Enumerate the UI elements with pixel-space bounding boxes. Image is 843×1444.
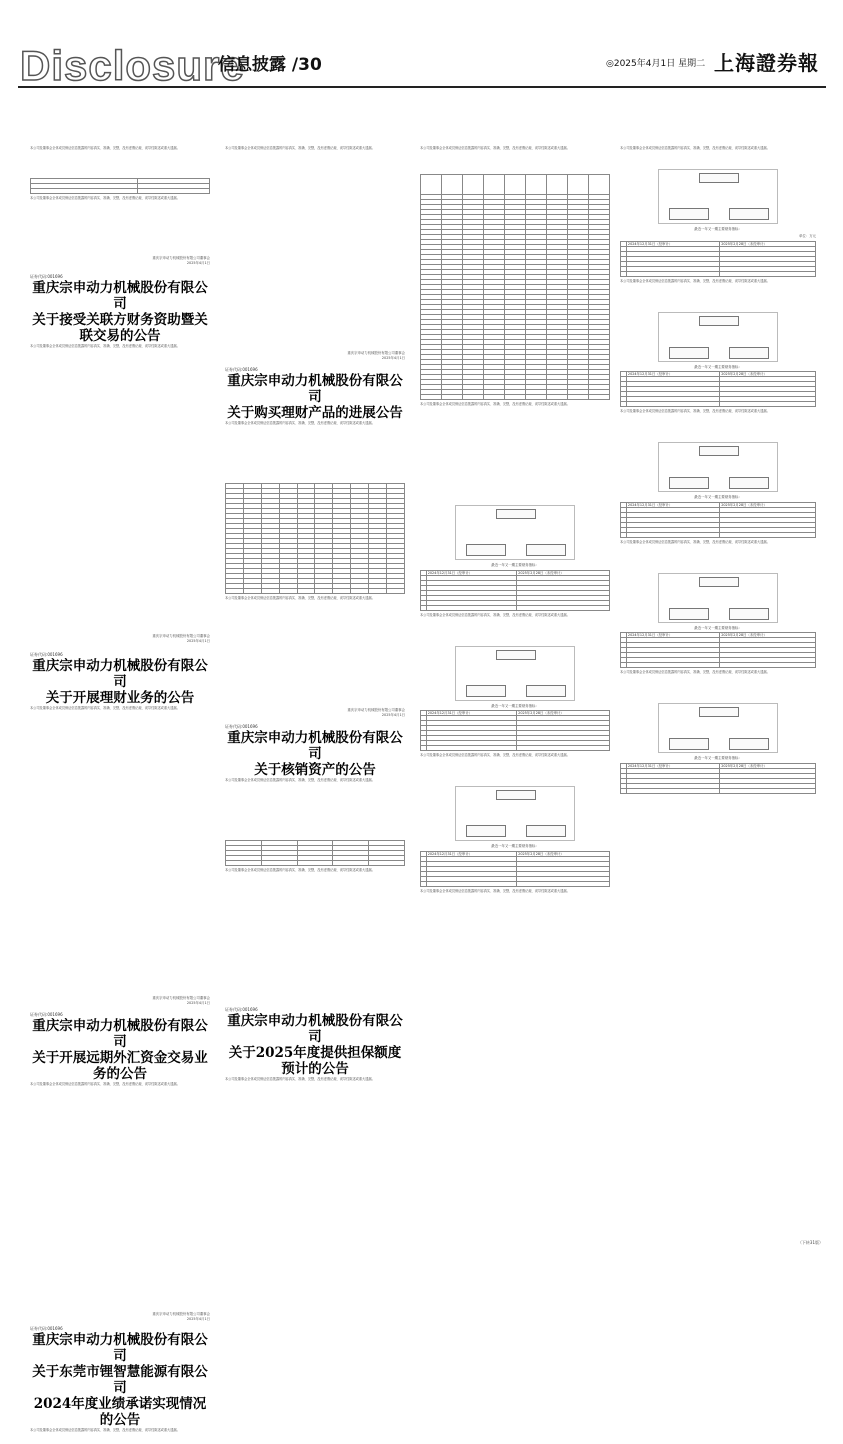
body-text: 本公司及董事会全体成员保证信息披露的内容真实、准确、完整，没有虚假记载、误导性陈述或重大遗漏。 bbox=[420, 613, 610, 643]
signature: 重庆宗申动力机械股份有限公司董事会 2025年4月1日 bbox=[30, 634, 210, 644]
article-title: 重庆宗申动力机械股份有限公司 bbox=[225, 1013, 405, 1045]
signature: 重庆宗申动力机械股份有限公司董事会 2025年4月1日 bbox=[30, 1312, 210, 1322]
parent-company-box bbox=[699, 316, 739, 326]
body-text: 本公司及董事会全体成员保证信息披露的内容真实、准确、完整，没有虚假记载、误导性陈述或重大遗漏。 bbox=[225, 868, 405, 1003]
subsidiary-box bbox=[729, 738, 769, 750]
article-title: 重庆宗申动力机械股份有限公司 bbox=[225, 373, 405, 405]
financial-table: 2024年12月31日（经审计） 2025年2月28日（未经审计） bbox=[620, 632, 816, 668]
subsidiary-box bbox=[729, 347, 769, 359]
article-body: 本公司及董事会全体成员保证信息披露的内容真实、准确、完整，没有虚假记载、误导性陈述或重大遗漏。 bbox=[30, 706, 210, 996]
article-body: 本公司及董事会全体成员保证信息披露的内容真实、准确、完整，没有虚假记载、误导性陈述或重大遗漏。 bbox=[225, 421, 405, 481]
article-body: 本公司及董事会全体成员保证信息披露的内容真实、准确、完整，没有虚假记载、误导性陈述或重大遗漏。 bbox=[30, 1082, 210, 1312]
article-subtitle: 关于接受关联方财务资助暨关联交易的公告 bbox=[30, 312, 210, 344]
chart-caption: 最近一年又一期主要财务指标： bbox=[620, 365, 816, 370]
chart-caption: 最近一年又一期主要财务指标： bbox=[620, 626, 816, 631]
column-4 bbox=[620, 146, 816, 796]
wealth-product-table bbox=[225, 483, 405, 594]
article-body: 本公司及董事会全体成员保证信息披露的内容真实、准确、完整，没有虚假记载、误导性陈述或重大遗漏。 bbox=[225, 778, 405, 838]
subsidiary-box bbox=[669, 347, 709, 359]
chart-caption: 最近一年又一期主要财务指标： bbox=[420, 563, 610, 568]
ownership-diagram bbox=[658, 312, 778, 362]
subsidiary-box bbox=[466, 544, 506, 556]
unit-label: 单位：万元 bbox=[620, 234, 816, 239]
financial-table: 2024年12月31日（经审计） 2025年2月28日（未经审计） bbox=[420, 710, 610, 751]
parent-company-box bbox=[699, 707, 739, 717]
guarantee-table bbox=[420, 174, 610, 400]
article-header bbox=[30, 652, 210, 706]
subsidiary-box bbox=[526, 825, 566, 837]
ownership-diagram bbox=[658, 169, 778, 224]
body-text: 本公司及董事会全体成员保证信息披露的内容真实、准确、完整，没有虚假记载、误导性陈述或重大遗漏。 bbox=[620, 670, 816, 700]
article-subtitle: 2024年度业绩承诺实现情况的公告 bbox=[30, 1396, 210, 1428]
article-title: 重庆宗申动力机械股份有限公司 bbox=[225, 730, 405, 762]
parent-company-box bbox=[496, 790, 536, 800]
article-title: 重庆宗申动力机械股份有限公司 bbox=[30, 1018, 210, 1050]
body-text: 本公司及董事会全体成员保证信息披露的内容真实、准确、完整，没有虚假记载、误导性陈述或重大遗漏。 bbox=[420, 889, 610, 909]
financial-table: 2024年12月31日（经审计） 2025年2月28日（未经审计） bbox=[420, 851, 610, 887]
article-header bbox=[30, 274, 210, 344]
subsidiary-box bbox=[466, 825, 506, 837]
body-text: 本公司及董事会全体成员保证信息披露的内容真实、准确、完整，没有虚假记载、误导性陈述或重大遗漏。 bbox=[420, 146, 610, 172]
article-subtitle: 关于开展理财业务的公告 bbox=[30, 690, 210, 706]
parent-company-box bbox=[496, 650, 536, 660]
subsidiary-box bbox=[466, 685, 506, 697]
signature: 重庆宗申动力机械股份有限公司董事会 2025年4月1日 bbox=[225, 351, 405, 361]
stock-code: 证券代码:001696 bbox=[225, 1007, 405, 1012]
subsidiary-box bbox=[669, 608, 709, 620]
column-3 bbox=[420, 146, 610, 909]
signature: 重庆宗申动力机械股份有限公司董事会 2025年4月1日 bbox=[30, 996, 210, 1006]
parent-company-box bbox=[699, 577, 739, 587]
financial-table: 2024年12月31日（经审计） 2025年2月28日（未经审计） bbox=[420, 570, 610, 611]
column-2 bbox=[225, 146, 405, 1101]
article-subtitle: 关于2025年度提供担保额度预计的公告 bbox=[225, 1045, 405, 1077]
parent-company-box bbox=[496, 509, 536, 519]
masthead: Disclosure bbox=[20, 46, 245, 86]
article-subtitle: 关于购买理财产品的进展公告 bbox=[225, 405, 405, 421]
writeoff-table bbox=[225, 840, 405, 866]
stock-code: 证券代码:001696 bbox=[30, 1012, 210, 1017]
page-continuation: （下转31版） bbox=[798, 1240, 823, 1246]
intro-text: 本公司及董事会全体成员保证信息披露的内容真实、准确、完整，没有虚假记载、误导性陈述或重大遗漏。 bbox=[30, 146, 210, 176]
chart-caption: 最近一年又一期主要财务指标： bbox=[420, 844, 610, 849]
chart-caption: 最近一年又一期主要财务指标： bbox=[620, 495, 816, 500]
body-text: 本公司及董事会全体成员保证信息披露的内容真实、准确、完整，没有虚假记载、误导性陈述或重大遗漏。 bbox=[620, 279, 816, 309]
subsidiary-box bbox=[669, 477, 709, 489]
article-body: 本公司及董事会全体成员保证信息披露的内容真实、准确、完整，没有虚假记载、误导性陈述或重大遗漏。 bbox=[30, 1428, 210, 1444]
signature: 重庆宗申动力机械股份有限公司董事会 2025年4月1日 bbox=[225, 708, 405, 718]
body-text: 本公司及董事会全体成员保证信息披露的内容真实、准确、完整，没有虚假记载、误导性陈述或重大遗漏。 bbox=[420, 402, 610, 502]
body-text: 本公司及董事会全体成员保证信息披露的内容真实、准确、完整，没有虚假记载、误导性陈述或重大遗漏。 bbox=[30, 196, 210, 256]
financial-table: 2024年12月31日（经审计） 2025年2月28日（未经审计） bbox=[620, 763, 816, 794]
body-text: 本公司及董事会全体成员保证信息披露的内容真实、准确、完整，没有虚假记载、误导性陈述或重大遗漏。 bbox=[620, 409, 816, 439]
article-header bbox=[225, 367, 405, 421]
stock-code: 证券代码:001696 bbox=[30, 652, 210, 657]
financial-table: 2024年12月31日（经审计） 2025年2月28日（未经审计） bbox=[620, 241, 816, 277]
stock-code: 证券代码:001696 bbox=[30, 1326, 210, 1331]
article-body: 本公司及董事会全体成员保证信息披露的内容真实、准确、完整，没有虚假记载、误导性陈述或重大遗漏。 bbox=[225, 1077, 405, 1101]
chart-caption: 最近一年又一期主要财务指标： bbox=[620, 227, 816, 232]
article-header bbox=[30, 1012, 210, 1082]
stock-code: 证券代码:001696 bbox=[225, 724, 405, 729]
financial-table: 2024年12月31日（经审计） 2025年2月28日（未经审计） bbox=[620, 502, 816, 538]
article-title: 重庆宗申动力机械股份有限公司 bbox=[30, 1332, 210, 1364]
issue-date: ◎2025年4月1日 星期二 bbox=[606, 58, 705, 70]
parent-company-box bbox=[699, 173, 739, 183]
signature: 重庆宗申动力机械股份有限公司董事会 2025年4月1日 bbox=[30, 256, 210, 266]
body-text: 本公司及董事会全体成员保证信息披露的内容真实、准确、完整，没有虚假记载、误导性陈述或重大遗漏。 bbox=[225, 596, 405, 708]
body-text: 本公司及董事会全体成员保证信息披露的内容真实、准确、完整，没有虚假记载、误导性陈述或重大遗漏。 bbox=[225, 146, 405, 351]
stock-code: 证券代码:001696 bbox=[30, 274, 210, 279]
article-subtitle: 关于东莞市锂智慧能源有限公司 bbox=[30, 1364, 210, 1396]
page-header bbox=[18, 44, 826, 88]
subsidiary-box bbox=[729, 477, 769, 489]
parent-company-box bbox=[699, 446, 739, 456]
subsidiary-box bbox=[669, 738, 709, 750]
ownership-diagram bbox=[658, 442, 778, 492]
stock-code: 证券代码:001696 bbox=[225, 367, 405, 372]
article-header bbox=[225, 724, 405, 778]
ownership-diagram bbox=[658, 703, 778, 753]
body-text: 本公司及董事会全体成员保证信息披露的内容真实、准确、完整，没有虚假记载、误导性陈述或重大遗漏。 bbox=[620, 146, 816, 166]
article-body: 本公司及董事会全体成员保证信息披露的内容真实、准确、完整，没有虚假记载、误导性陈述或重大遗漏。 bbox=[30, 344, 210, 634]
financial-table: 2024年12月31日（经审计） 2025年2月28日（未经审计） bbox=[620, 371, 816, 407]
article-header bbox=[30, 1326, 210, 1428]
article-title: 重庆宗申动力机械股份有限公司 bbox=[30, 280, 210, 312]
ownership-diagram bbox=[455, 505, 575, 560]
newspaper-logo: 上海證券報 bbox=[714, 50, 819, 76]
subsidiary-box bbox=[669, 208, 709, 220]
summary-table bbox=[30, 178, 210, 194]
article-subtitle: 关于核销资产的公告 bbox=[225, 762, 405, 778]
body-text: 本公司及董事会全体成员保证信息披露的内容真实、准确、完整，没有虚假记载、误导性陈述或重大遗漏。 bbox=[620, 540, 816, 570]
column-1 bbox=[30, 146, 210, 1444]
chart-caption: 最近一年又一期主要财务指标： bbox=[420, 704, 610, 709]
chart-caption: 最近一年又一期主要财务指标： bbox=[620, 756, 816, 761]
article-header bbox=[225, 1007, 405, 1077]
section-title: 信息披露 /30 bbox=[218, 54, 322, 76]
subsidiary-box bbox=[526, 685, 566, 697]
body-text: 本公司及董事会全体成员保证信息披露的内容真实、准确、完整，没有虚假记载、误导性陈述或重大遗漏。 bbox=[420, 753, 610, 783]
ownership-diagram bbox=[455, 646, 575, 701]
ownership-diagram bbox=[658, 573, 778, 623]
ownership-diagram bbox=[455, 786, 575, 841]
subsidiary-box bbox=[729, 608, 769, 620]
subsidiary-box bbox=[729, 208, 769, 220]
article-title: 重庆宗申动力机械股份有限公司 bbox=[30, 658, 210, 690]
subsidiary-box bbox=[526, 544, 566, 556]
article-subtitle: 关于开展远期外汇资金交易业务的公告 bbox=[30, 1050, 210, 1082]
